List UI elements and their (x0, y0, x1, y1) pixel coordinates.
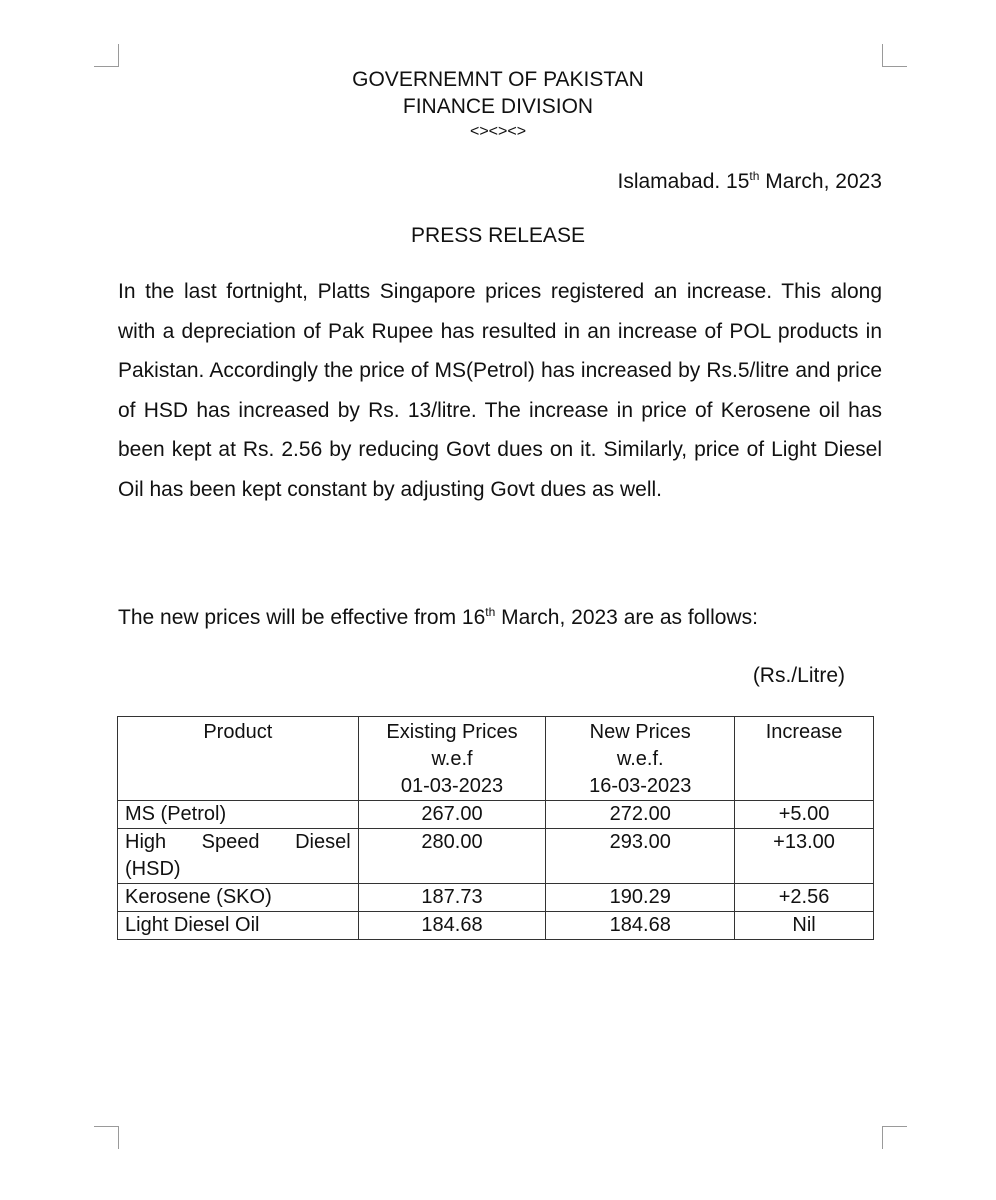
body-paragraph: In the last fortnight, Platts Singapore prices registered an increase. This along with a depreciation of Pak Rupee has resulted in an increase of POL products in Pakistan. Accordingly the price of MS(Petrol) has increased by Rs.5/litre and price of HSD has increased by Rs. 13/litre. The increase in price of Kerosene oil has been kept at Rs. 2.56 by reducing Govt dues on it. Similarly, price of Light Diesel Oil has been kept constant by adjusting Govt dues as well. (118, 280, 882, 501)
cell-product: Light Diesel Oil (118, 912, 359, 940)
crop-mark-bottom-left (94, 1126, 119, 1149)
cell-existing-price: 187.73 (358, 884, 546, 912)
cell-new-price: 184.68 (546, 912, 735, 940)
cell-existing-price: 184.68 (358, 912, 546, 940)
table-row (118, 829, 874, 884)
header-existing-line2: w.e.f (431, 748, 473, 770)
document-title: PRESS RELEASE (411, 224, 585, 247)
crop-mark-top-right (882, 44, 907, 67)
cell-new-price: 293.00 (546, 829, 735, 884)
price-table (117, 716, 874, 940)
header-separator: <><><> (469, 123, 527, 140)
cell-increase: +2.56 (735, 884, 874, 912)
header-new-line3: 16-03-2023 (589, 775, 692, 797)
effective-ordinal: th (485, 605, 496, 619)
header-new-line2: w.e.f. (616, 748, 664, 770)
cell-product: MS (Petrol) (118, 801, 359, 829)
cell-increase: Nil (735, 912, 874, 940)
table-row (118, 884, 874, 912)
header-product: Product (118, 717, 359, 801)
cell-existing-price: 280.00 (358, 829, 546, 884)
header-existing-prices (358, 717, 546, 801)
cell-increase: +13.00 (735, 829, 874, 884)
cell-product-text: High Speed Diesel (HSD) (125, 831, 351, 880)
crop-mark-top-left (94, 44, 119, 67)
table-row (118, 912, 874, 940)
dateline (617, 170, 882, 194)
effective-suffix: March, 2023 are as follows: (495, 606, 758, 629)
cell-new-price: 190.29 (546, 884, 735, 912)
cell-increase: +5.00 (735, 801, 874, 829)
header-existing-line3: 01-03-2023 (400, 775, 504, 797)
effective-date-statement (118, 606, 758, 630)
table-header-row (118, 717, 874, 801)
header-existing-line1: Existing Prices (386, 721, 518, 743)
unit-note: (Rs./Litre) (752, 664, 845, 687)
header-new-line1: New Prices (589, 721, 691, 743)
dateline-suffix: March, 2023 (759, 170, 882, 193)
cell-existing-price: 267.00 (358, 801, 546, 829)
division-name: FINANCE DIVISION (402, 95, 594, 118)
letterhead (0, 66, 996, 144)
cell-product (118, 829, 359, 884)
dateline-ordinal: th (749, 169, 760, 183)
cell-product: Kerosene (SKO) (118, 884, 359, 912)
dateline-prefix: Islamabad. 15 (617, 170, 750, 193)
crop-mark-bottom-right (882, 1126, 907, 1149)
government-name: GOVERNEMNT OF PAKISTAN (352, 68, 644, 91)
header-new-prices (546, 717, 735, 801)
header-increase: Increase (735, 717, 874, 801)
cell-new-price: 272.00 (546, 801, 735, 829)
table-row (118, 801, 874, 829)
effective-prefix: The new prices will be effective from 16 (118, 606, 486, 629)
